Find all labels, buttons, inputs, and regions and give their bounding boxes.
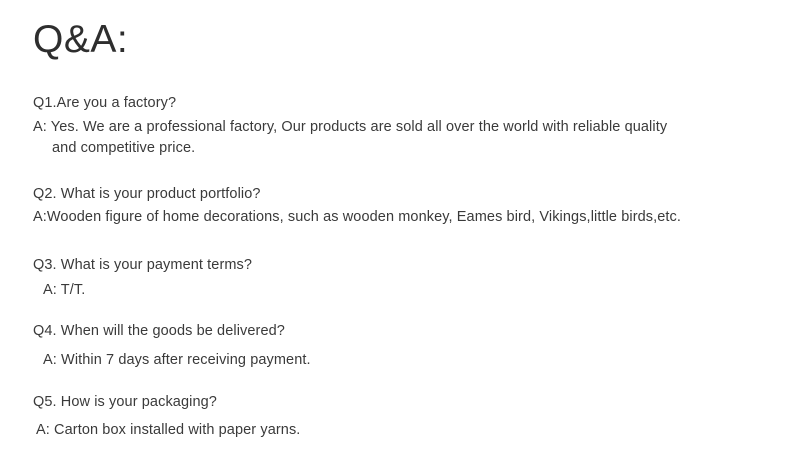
answer-4: A: Within 7 days after receiving payment. xyxy=(43,352,311,368)
question-3: Q3. What is your payment terms? xyxy=(33,257,253,273)
answer-3: A: T/T. xyxy=(43,282,86,298)
question-5: Q5. How is your packaging? xyxy=(33,394,217,410)
question-2: Q2. What is your product portfolio? xyxy=(33,186,261,202)
answer-5: A: Carton box installed with paper yarns. xyxy=(36,422,301,438)
answer-2: A:Wooden figure of home decorations, such as wooden monkey, Eames bird, Vikings,little birds,etc. xyxy=(33,209,682,225)
question-1: Q1.Are you a factory? xyxy=(33,95,177,111)
answer-1-line-2: and competitive price. xyxy=(52,140,196,156)
page-title: Q&A: xyxy=(33,18,129,61)
question-4: Q4. When will the goods be delivered? xyxy=(33,323,285,339)
answer-1-line-1: A: Yes. We are a professional factory, Our products are sold all over the world with reliable quality xyxy=(33,119,668,135)
